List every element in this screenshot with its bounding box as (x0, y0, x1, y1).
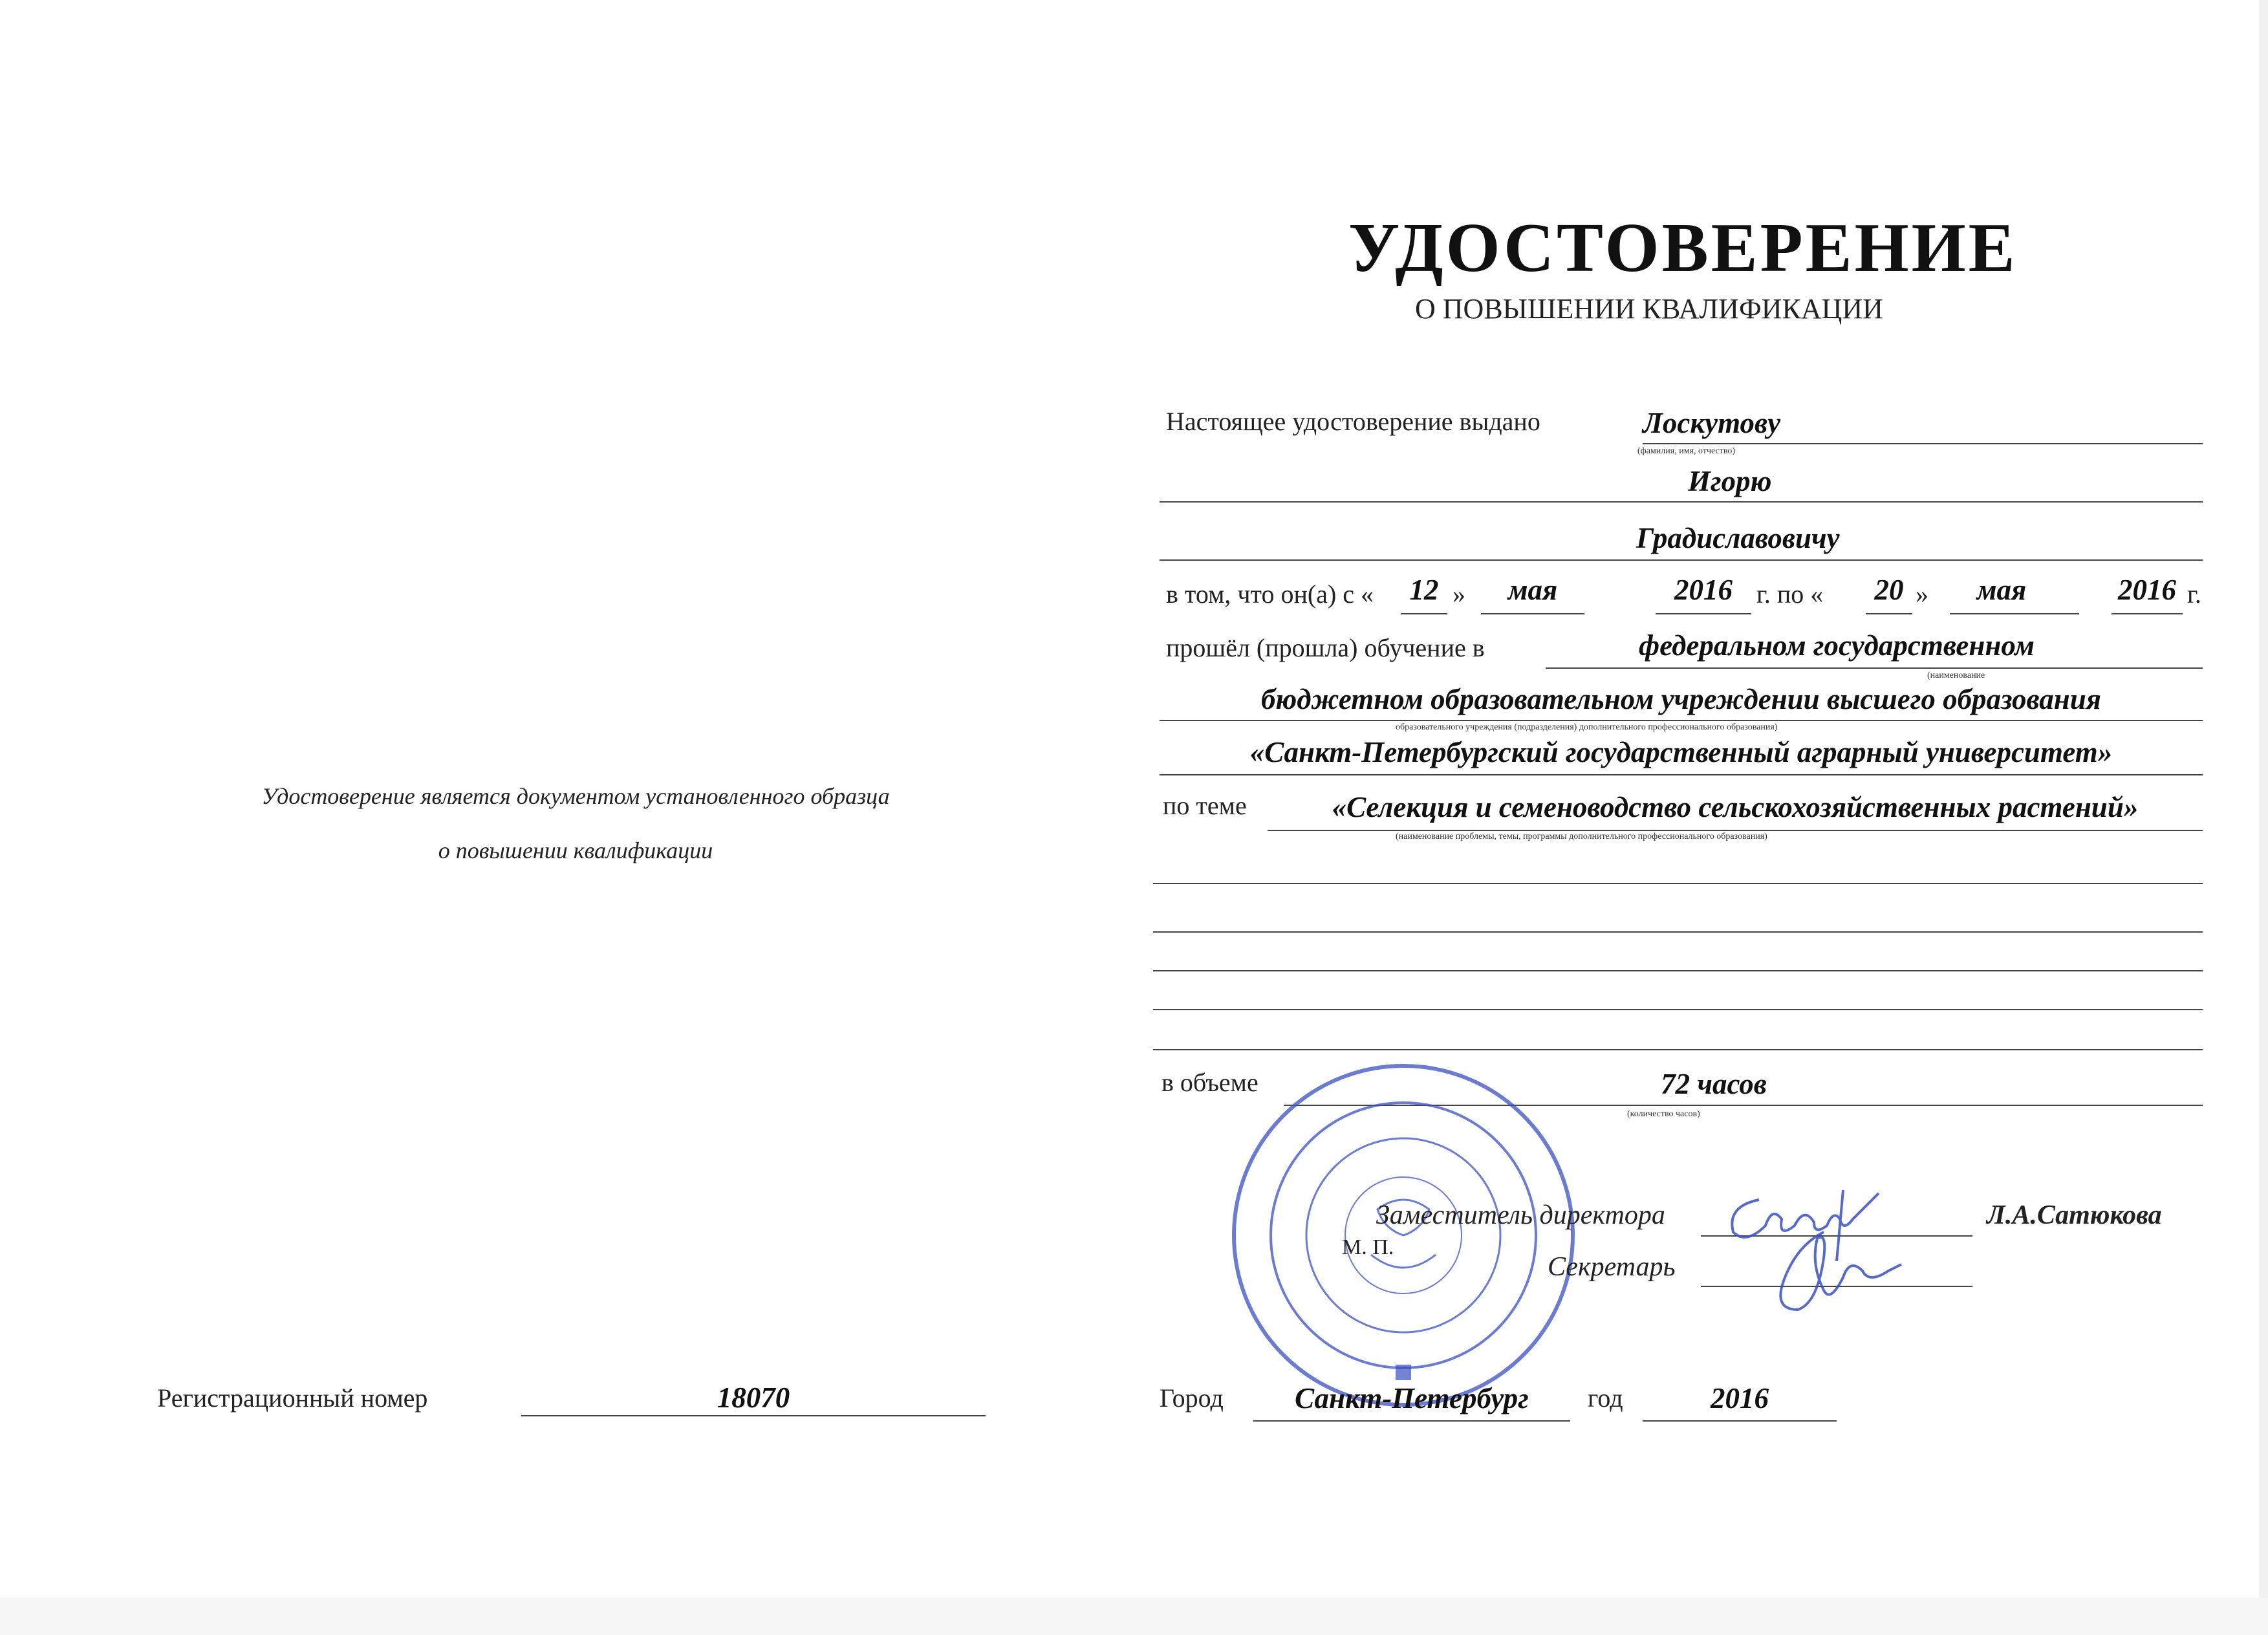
surname-line (1643, 443, 2203, 444)
document-subtitle: О ПОВЫШЕНИИ КВАЛИФИКАЦИИ (1415, 293, 1883, 325)
issued-label: Настоящее удостоверение выдано (1166, 407, 1540, 436)
topic-hint: (наименование проблемы, темы, программы дополнительного профессионального образования) (1396, 832, 1767, 841)
institution-line1 (1546, 667, 2203, 669)
blank-line-3 (1153, 970, 2203, 971)
left-note-line1: Удостоверение является документом установленного образца (261, 783, 890, 809)
institution-line3 (1160, 774, 2203, 775)
secretary-signature-icon (1746, 1219, 1940, 1329)
institution-line3-text: «Санкт-Петербургский государственный аграрный университет» (1249, 736, 2113, 768)
volume-hint: (количество часов) (1627, 1109, 1700, 1119)
scan-bottom-edge (0, 1597, 2268, 1635)
period-prefix: в том, что он(а) с « (1166, 579, 1374, 609)
registration-line (521, 1415, 986, 1416)
topic-line (1268, 830, 2203, 831)
deputy-name: Л.А.Сатюкова (1987, 1200, 2162, 1230)
year-line (1643, 1420, 1837, 1422)
institution-hint2: образовательного учреждения (подразделения) дополнительного профессионального образования) (1396, 722, 1778, 732)
secretary-label: Секретарь (1548, 1252, 1676, 1282)
deputy-label: Заместитель директора (1376, 1200, 1665, 1230)
blank-line-5 (1153, 1049, 2203, 1050)
period-mid: г. по « (1756, 579, 1824, 609)
quote-close-2: » (1916, 579, 1928, 609)
fio-hint: (фамилия, имя, отчество) (1637, 446, 1736, 456)
document-title: УДОСТОВЕРЕНИЕ (1348, 210, 2018, 287)
recipient-patronymic: Градиславовичу (1636, 522, 1840, 554)
recipient-name: Игорю (1688, 465, 1772, 497)
stamp-place-label: М. П. (1342, 1235, 1394, 1259)
year-from: 2016 (1674, 574, 1733, 606)
left-note-line2: о повышении квалификации (438, 838, 713, 863)
institution-line2 (1160, 720, 2203, 721)
volume-label: в объеме (1161, 1068, 1258, 1097)
year-to-line (2111, 613, 2183, 614)
page-edge (2259, 0, 2268, 1635)
registration-number: 18070 (717, 1381, 790, 1414)
blank-line-4 (1153, 1009, 2203, 1010)
day-from-line (1401, 613, 1447, 614)
year-from-line (1656, 613, 1751, 614)
year-label: год (1588, 1383, 1623, 1413)
month-from-line (1481, 613, 1584, 614)
topic-label: по теме (1163, 791, 1247, 820)
city-label: Город (1160, 1383, 1224, 1413)
blank-line-2 (1153, 931, 2203, 933)
period-suffix: г. (2187, 579, 2201, 609)
patronymic-line (1160, 559, 2203, 561)
day-to: 20 (1874, 574, 1904, 606)
official-seal-icon (1229, 1061, 1578, 1410)
volume-value: 72 часов (1661, 1068, 1767, 1100)
month-to-line (1950, 613, 2079, 614)
quote-close-1: » (1453, 579, 1465, 609)
institution-line1-text: федеральном государственном (1639, 629, 2035, 662)
blank-line-1 (1153, 883, 2203, 884)
institution-label: прошёл (прошла) обучение в (1166, 633, 1485, 662)
month-from: мая (1507, 574, 1558, 606)
institution-line2-text: бюджетном образовательном учреждении высшего образования (1260, 683, 2101, 715)
year-to: 2016 (2118, 574, 2176, 606)
month-to: мая (1976, 574, 2027, 606)
day-from: 12 (1409, 574, 1439, 606)
year-value: 2016 (1711, 1382, 1769, 1414)
city-value: Санкт-Петербург (1295, 1382, 1529, 1414)
institution-hint1: (наименование (1927, 671, 1985, 680)
topic-value: «Селекция и семеноводство сельскохозяйственных растений» (1332, 791, 2139, 823)
day-to-line (1866, 613, 1912, 614)
registration-label: Регистрационный номер (157, 1383, 428, 1413)
city-line (1253, 1420, 1570, 1422)
recipient-surname: Лоскутову (1643, 407, 1781, 439)
name-line (1160, 501, 2203, 503)
